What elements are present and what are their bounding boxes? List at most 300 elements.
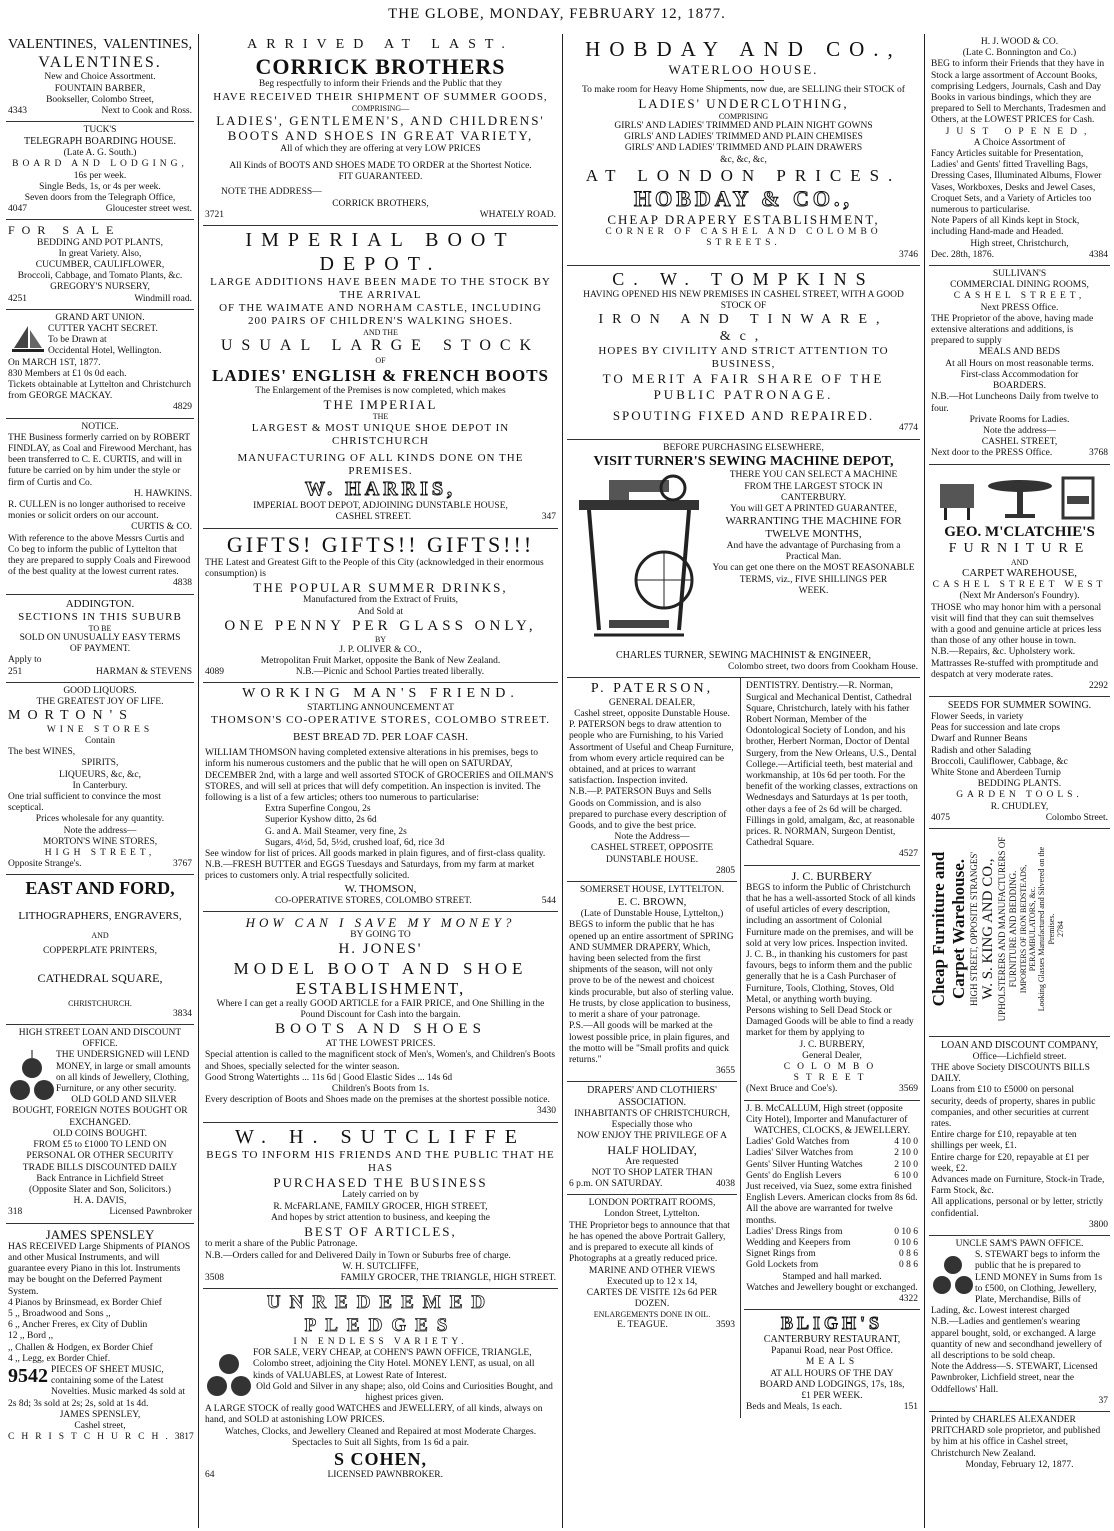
ad-blighs [744,1310,920,1417]
turner-line: TWELVE MONTHS, [765,528,862,541]
mccallum-body: Just received, via Suez, some extra finished English Levers. American clocks from 8s 6d. All the above are warranted for twelve months. [746,1182,918,1226]
tompkins-title: C. W. TOMPKINS [612,268,875,289]
ad-h-jones [203,912,558,1123]
king-line: HIGH STREET, OPPOSITE STRANGES' [969,852,980,1006]
turner-line: THERE YOU CAN SELECT A MACHINE [729,470,898,481]
artunion-line: Tickets obtainable at Lyttelton and Christchurch from GEORGE MACKAY. [8,380,192,402]
loanco-line: Office—Lichfield street. [972,1051,1067,1062]
drapers-line: NOT TO SHOP LATER THAN [591,1167,713,1178]
forsale-line: CUCUMBER, CAULIFLOWER, [35,259,165,270]
chudley-item: Flower Seeds, in variety [931,711,1024,722]
paterson-body: N.B.—P. PATERSON Buys and Sells Goods on Commission, and is also prepared to purchase every description of Goods, and to give the best price. [569,787,727,832]
ad-number: 37 [1098,1395,1108,1406]
gifts-line: BY [374,635,387,645]
notice-body: R. CULLEN is no longer authorised to receive monies or solicit orders on our account. [8,500,186,522]
burbery-body: J. C. B., in thanking his customers for past favours, begs to inform them and the public generally that he is a Cash Purchaser of Furniture, Tools, Clothing, Stoves, Old Metal, or anything worth buying. [746,949,913,1005]
sullivan-line: N.B.—Hot Luncheons Daily from twelve to four. [931,392,1099,414]
working-signature: W. THOMSON, [344,882,417,895]
working-line: BEST BREAD 7D. PER LOAF CASH. [293,731,468,744]
king-line: Looking Glasses Manufactured and Silvered on the Premises. [1037,846,1056,1012]
column-2 [198,34,558,1528]
jones-line: Children's Boots from 1s. [331,1083,430,1094]
ad-number: 3655 [716,1066,736,1077]
sullivan-line: First-class Accommodation for [960,369,1079,380]
ad-paterson [567,678,737,882]
ad-london-portrait [567,1195,737,1335]
ad-drapers-association [567,1082,737,1195]
hobday-logo: HOBDAY & CO., [633,185,854,211]
tucks-head: TELEGRAPH BOARDING HOUSE. [24,136,176,148]
jones-line: BOOTS AND SHOES [275,1021,486,1038]
tucks-line: Seven doors from the Telegraph Office, [24,193,176,204]
ad-number: 318 [8,1207,23,1218]
mccallum-item: Gents' do English Levers [746,1170,842,1181]
stewart-title: UNCLE SAM'S PAWN OFFICE. [955,1239,1084,1250]
ad-cohen [203,1289,558,1485]
column-3-split [567,678,920,1417]
pawnbroker-balls-icon [8,1050,56,1106]
spensley-big-number: 9542 [8,1365,48,1388]
forsale-line: Broccoli, Cabbage, and Tomato Plants, &c. [17,271,183,282]
mccallum-price: 4 10 0 [894,1137,918,1148]
mclatchie-body: N.B.—Repairs, &c. Upholstery work. Mattrasses Re-stuffed with promptitude and despatch at very moderate rates. [931,647,1099,680]
turner-line: You will GET A PRINTED GUARANTEE, [730,503,897,514]
turner-line: And have the advantage of Purchasing from a [726,541,901,552]
corrick-line: HAVE RECEIVED THEIR SHIPMENT OF SUMMER GOODS, [213,90,548,103]
chudley-title: SEEDS FOR SUMMER SOWING. [947,700,1092,712]
sutcliffe-line: PURCHASED THE BUSINESS [273,1175,488,1191]
liquors-line: Note the address— [63,825,137,836]
ad-mclatchie [929,465,1110,698]
teague-line: CARTES DE VISITE 12s 6d PER DOZEN. [586,1287,718,1310]
drapers-line: 6 p.m. ON SATURDAY. [569,1179,663,1190]
sullivan-line: Private Rooms for Ladies. [969,414,1070,425]
liquors-line: THE GREATEST JOY OF LIFE. [36,697,164,708]
imperial-line: OF THE WAIMATE AND NORHAM CASTLE, INCLUDING [219,302,542,315]
imperial-line: AND THE [363,328,398,338]
pawnbroker-balls-icon [931,1250,975,1298]
ad-tucks [6,122,194,220]
column-3 [562,34,920,1528]
column-4 [924,34,1110,1528]
teague-title: LONDON PORTRAIT ROOMS, [588,1198,716,1209]
loan-line: H. A. DAVIS, [73,1196,127,1207]
drapers-line: NOW ENJOY THE PRIVILEGE OF A [577,1131,727,1142]
tompkins-line: SPOUTING FIXED AND REPAIRED. [612,408,875,424]
ad-number: 544 [541,895,556,906]
jones-line: HOW CAN I SAVE MY MONEY? [245,914,516,930]
turner-line: CANTERBURY. [780,492,847,503]
sullivan-line: COMMERCIAL DINING ROOMS, [950,280,1089,291]
turner-line: FROM THE LARGEST STOCK IN [744,481,883,492]
corrick-headline: ARRIVED AT LAST. [247,37,514,52]
ad-number: 3593 [716,1319,736,1330]
sewing-machine-illustration [569,470,709,650]
imperial-line: LARGE ADDITIONS HAVE BEEN MADE TO THE STOCK BY THE ARRIVAL [210,276,551,302]
ad-number: 4089 [205,667,224,678]
loanco-body: Entire charge for £20, repayable at £1 per week, £2. [931,1152,1090,1174]
turner-line: WEEK. [798,585,829,596]
bligh-line: Beds and Meals, 1s each. [746,1402,843,1413]
teague-line: Executed up to 12 x 14, [606,1276,698,1287]
wood-body: Note Papers of all Kinds kept in Stock, including Hand-made and Headed. [931,216,1080,238]
turner-line: BEFORE PURCHASING ELSEWHERE, [663,442,824,453]
wood-body: Fancy Articles suitable for Presentation, Ladies' and Gents' fitted Travelling Bags, Dressing Cases, Illuminated Albums, Flower Vases, Workboxes, Desks and Jewel Cases, Croquet Sets, and a Variety of Articles too numerous to particularise. [931,149,1102,216]
liquors-line: WINE STORES [46,724,154,735]
column-3-left [567,678,741,1417]
paterson-title: P. PATERSON, [590,681,714,697]
sutcliffe-line: N.B.—Orders called for and Delivered Daily in Town or Suburbs free of charge. [205,1250,511,1261]
forsale-line: GREGORY'S NURSERY, [50,282,150,293]
corrick-line: COMPRISING— [351,103,410,113]
forsale-line: BEDDING AND POT PLANTS, [37,237,163,248]
ad-corrick-brothers [203,34,558,226]
burbery-line: J. C. BURBERY, [799,1039,865,1050]
valentines-line: FOUNTAIN BARBER, [54,83,146,94]
notice-title: NOTICE. [81,421,119,432]
sullivan-line: CASHEL STREET, [981,437,1058,448]
imperial-line: USUAL LARGE STOCK [220,337,541,355]
addington-line: Apply to [8,655,42,666]
teague-line: MARINE AND OTHER VIEWS [588,1265,716,1276]
liquors-line: In Canterbury. [72,780,128,791]
tompkins-line: HOPES BY CIVILITY AND STRICT ATTENTION TO BUSINESS, [598,345,889,371]
chudley-line: BEDDING PLANTS. [977,779,1062,790]
liquors-title: GOOD LIQUORS. [63,685,137,696]
hobday-title: HOBDAY AND CO., [585,37,902,61]
gifts-line: ONE PENNY PER GLASS ONLY, [224,617,537,634]
mccallum-item: Ladies' Silver Watches from [746,1148,854,1159]
mccallum-line: WATCHES, CLOCKS, & JEWELLERY. [753,1126,911,1136]
corrick-line: CORRICK BROTHERS, [332,198,429,209]
hobday-line: CHEAP DRAPERY ESTABLISHMENT, [607,211,880,227]
spensley-title: JAMES SPENSLEY [45,1226,155,1242]
liquors-line: HIGH STREET, [44,848,156,859]
ad-number: 4047 [8,204,27,215]
stewart-body: N.B.—Ladies and gentlemen's wearing apparel bought, sold, or exchanged. A large quantity of new and secondhand jewellery of all descriptions to be sold cheap. [931,1317,1102,1362]
hobday-line: GIRLS' AND LADIES' TRIMMED AND PLAIN NIGHT GOWNS [614,121,873,132]
drapers-title: DRAPERS' AND CLOTHIERS' ASSOCIATION. [587,1085,717,1109]
paterson-body: P. PATERSON begs to draw attention to people who are Furnishing, to his Varied Assortment of Useful and Cheap Furniture, from whom every article required can be obtained, and at prices to warrant satisfaction. Inspection invited. [569,720,734,787]
tucks-line: BOARD AND LODGING, [12,159,188,170]
ad-number: 4384 [1089,249,1108,260]
teague-line: ENLARGEMENTS DONE IN OIL. [593,1310,711,1320]
ad-number: 3746 [899,249,918,260]
brown-line: E. C. BROWN, [617,896,687,909]
cohen-title: UNREDEEMED PLEDGES [266,1292,495,1336]
stewart-body: S. STEWART begs to inform the public that he is prepared to LEND MONEY in Sums from 1s to £500, on Clothing, Jewellery, Plate, Merchandise, Bills of Lading, &c. Lowest interest charged [931,1250,1103,1317]
ad-notice [6,419,194,595]
sutcliffe-line: BEST OF ARTICLES, [304,1224,457,1240]
hobday-line: To make room for Heavy Home Shipments, now due, are SELLING their STOCK of [582,85,905,96]
teague-line: London Street, Lyttelton. [604,1209,700,1220]
hobday-line: COMPRISING [718,111,769,121]
working-item: Superior Kyshow ditto, 2s 6d [265,815,377,826]
brown-body: BEGS to inform the public that he has opened up an entire assortment of SPRING AND SUMMER DRAPERY, Which, having been selected from the first shipments of the season, will not only prove to be of the newest and choicest kinds procurable, but also of sterling value. He trusts, by close application to business, to merit a share of your patronage. [569,920,734,1021]
spensley-list-item: ,, Challen & Hodgen, ex Border Chief [8,1342,153,1353]
burbery-title: J. C. BURBERY [791,868,873,883]
drapers-line: Especially those who [611,1120,693,1131]
addington-line: SOLD ON UNUSUALLY EASY TERMS [19,633,181,644]
bligh-line: £1 PER WEEK. [801,1391,863,1402]
addington-line: HARMAN & STEVENS [95,666,192,677]
mclatchie-line: (Next Mr Anderson's Foundry). [959,591,1080,602]
cohen-body: FOR SALE, VERY CHEAP, at COHEN'S PAWN OFFICE, TRIANGLE, Colombo street, adjoining the City Hotel. MONEY LENT, as usual, on all kinds of VALUABLES, at Lowest Rate of Interest. [253,1348,535,1381]
ad-art-union [6,310,194,419]
notice-signature: H. HAWKINS. [133,488,192,499]
spensley-body: HAS RECEIVED Large Shipments of PIANOS and other Musical Instruments, and will guarantee every Piano in this lot. Instruments may be bought on the Deferred Payment System. [8,1241,191,1297]
spensley-list-item: 4 Pianos by Brinsmead, ex Border Chief [8,1297,162,1308]
working-line: STARTLING ANNOUNCEMENT AT [307,703,454,713]
corrick-line: LADIES', GENTLEMEN'S, AND CHILDRENS' [216,113,545,129]
corrick-line: Beg respectfully to inform their Friends and the Public that they [258,79,503,90]
hobday-line: &c, &c, &c, [720,154,767,165]
sullivan-line: Note the address— [983,425,1056,436]
hobday-line: WATERLOO HOUSE. [668,61,819,77]
jones-line: ESTABLISHMENT, [295,979,466,999]
working-item: Extra Superfine Congou, 2s [265,804,371,815]
ad-number: 3768 [1089,448,1108,459]
ad-number: 3834 [173,1008,192,1019]
bligh-line: AT ALL HOURS OF THE DAY [770,1368,894,1379]
ad-loan-office [6,1025,194,1223]
sullivan-line: At all Hours on most reasonable terms. [945,358,1094,369]
ad-number: 347 [541,512,556,523]
ad-number: 3721 [205,209,224,220]
loanco-body: Entire charge for £10, repayable at ten shillings per week, £1. [931,1130,1077,1152]
sutcliffe-line: And hopes by strict attention to business, and keeping the [271,1212,490,1223]
ad-number: 3569 [899,1084,918,1095]
tucks-title: TUCK'S [83,125,117,136]
tucks-line: (Late A. G. South.) [63,148,137,159]
mccallum-item: Wedding and Keepers from [746,1238,851,1249]
mccallum-price: 0 8 6 [899,1260,918,1271]
wood-body: BEG to inform their Friends that they have in Stock a large assortment of Account Books, comprising Ledgers, Journals, Cash and Day Books in various bindings, which they are prepared to Sell to Merchants, Tradesmen and Others, at the LOWEST PRICES for Cash. [931,59,1106,126]
forsale-head: FOR SALE [8,223,121,238]
sullivan-line: CASHEL STREET, [953,291,1086,302]
sutcliffe-line: BEGS TO INFORM HIS FRIENDS AND THE PUBLIC THAT HE HAS [206,1149,555,1175]
ad-number: 3767 [173,859,192,870]
loan-line: (Opposite Slater and Son, Solicitors.) [29,1184,171,1195]
spensley-body: PIECES OF SHEET MUSIC, containing some of the Latest Novelties. Music marked 4s sold at 2s 8d; 3s sold at 2s; 2s, sold at 1s 4d. [8,1365,186,1409]
cohen-line: IN ENDLESS VARIETY. [293,1337,468,1347]
bligh-line: BOARD AND LODGINGS, 17s, 18s, [759,1379,905,1390]
furniture-illustration [935,470,1105,522]
eastford-line: COPPERPLATE PRINTERS, [42,946,158,957]
sullivan-line: Next door to the PRESS Office. [931,448,1053,459]
gifts-title: GIFTS! GIFTS!! GIFTS!!! [226,531,535,557]
mclatchie-body: THOSE who may honor him with a personal visit will find that they can suit themselves with a good and genuine article at prices less than those of any other house in town. [931,602,1102,647]
tompkins-line: TO MERIT A FAIR SHARE OF THE PUBLIC PATRONAGE. [602,371,885,402]
mccallum-price: 2 10 0 [894,1148,918,1159]
turner-line: TERMS, viz., FIVE SHILLINGS PER [739,574,888,585]
jones-line: Every description of Boots and Shoes made on the premises at the shortest possible notice. [205,1095,550,1106]
mccallum-item: Gents' Silver Hunting Watches [746,1159,863,1170]
bligh-logo: BLIGH'S [781,1313,884,1334]
turner-line: Practical Man. [785,552,842,563]
cohen-line: Spectacles to Suit all Sights, from 1s 6d a pair. [291,1437,470,1448]
chudley-line: GARDEN TOOLS. [956,790,1083,801]
ad-number: 2805 [716,865,736,876]
spensley-list-item: 4 ,, Legg, ex Border Chief. [8,1353,111,1364]
forsale-line: In great Variety. Also, [58,248,142,259]
imperial-line: THE [372,412,389,422]
loanco-body: Loans from £10 to £5000 on personal security, deeds of property, shares in public companies, and other securities at current rates. [931,1085,1096,1129]
notice-signature: CURTIS & CO. [131,522,192,533]
cohen-line: Watches, Clocks, and Jewellery Cleaned and Repaired at most Moderate Charges. [224,1426,537,1437]
tucks-line: Gloucester street west. [105,204,192,215]
working-item: G. and A. Mail Steamer, very fine, 2s [265,826,407,837]
sutcliffe-line: to merit a share of the Public Patronage. [205,1239,358,1250]
turner-title: VISIT TURNER'S SEWING MACHINE DEPOT, [593,453,894,469]
ad-number: 4838 [173,578,192,589]
corrick-line: All Kinds of BOOTS AND SHOES MADE TO ORDER at the Shortest Notice. [229,160,532,171]
imperial-line: The Enlargement of the Premises is now completed, which makes [255,385,506,396]
burbery-line: General Dealer, [802,1050,862,1061]
mccallum-item: Ladies' Gold Watches from [746,1137,850,1148]
turner-signature: CHARLES TURNER, SEWING MACHINIST & ENGINEER, [616,650,871,662]
king-line: IMPORTERS OF IRON BEDSTEADS, PERAMBULATORS, &c. [1018,864,1038,994]
corrick-line: All of which they are offering at very LOW PRICES [280,143,481,154]
eastford-line: CATHEDRAL SQUARE, [37,971,163,986]
valentines-line: Bookseller, Colombo Street, [46,94,154,105]
brown-body: P.S.—All goods will be marked at the lowest possible price, in plain figures, and the motto will be "Small profits and quick returns." [569,1021,730,1065]
column-3-right [741,678,920,1417]
paterson-line: GENERAL DEALER, [608,697,696,708]
brown-title: SOMERSET HOUSE, LYTTELTON. [580,885,725,896]
imperial-line: LADIES' ENGLISH & FRENCH BOOTS [211,365,549,385]
spensley-line: JAMES SPENSLEY, [59,1409,141,1420]
wood-line: (Late C. Bonnington and Co.) [962,48,1077,59]
imperial-line: LARGEST & MOST UNIQUE SHOE DEPOT IN CHRISTCHURCH [251,421,510,447]
corrick-line: BOOTS AND SHOES IN GREAT VARIETY, [227,128,534,144]
drapers-line: INHABITANTS OF CHRISTCHURCH, [574,1108,730,1119]
liquors-line: SPIRITS, [81,758,119,769]
sullivan-title: SULLIVAN'S [992,269,1047,280]
mclatchie-line: CASHEL STREET WEST [932,580,1107,591]
artunion-line: To be Drawn at [48,335,107,346]
burbery-body: Persons wishing to Sell Dead Stock or Damaged Goods will be able to find a ready market for them by applying to [746,1005,914,1039]
gifts-line: Metropolitan Fruit Market, opposite the Bank of New Zealand. [260,656,501,667]
mccallum-price: 0 10 6 [894,1238,918,1249]
brown-line: (Late of Dunstable House, Lyttelton,) [580,909,724,920]
gifts-line: N.B.—Picnic and School Parties treated liberally. [295,667,485,678]
mccallum-item: Gold Lockets from [746,1260,819,1271]
ad-number: 3430 [537,1106,556,1117]
imperial-line: IMPERIAL BOOT DEPOT, ADJOINING DUNSTABLE HOUSE, [253,501,508,512]
liquors-line: The best WINES, [8,747,76,758]
ad-number: 3508 [205,1272,224,1283]
ad-mccallum [744,1101,920,1311]
ad-addington [6,595,194,683]
spensley-line: Cashel street, [74,1421,126,1432]
loan-line: Licensed Pawnbroker [109,1207,192,1218]
loanco-title: LOAN AND DISCOUNT COMPANY, [940,1039,1099,1051]
sullivan-line: Next PRESS Office. [980,302,1059,313]
hobday-line: GIRLS' AND LADIES' TRIMMED AND PLAIN DRAWERS [624,143,863,154]
gifts-line: THE POPULAR SUMMER DRINKS, [253,580,508,596]
ad-number: 4075 [931,812,950,823]
wood-title: H. J. WOOD & CO. [980,37,1059,47]
bligh-line: MEALS [805,1357,859,1368]
ad-for-sale [6,220,194,309]
tompkins-line: HAVING OPENED HIS NEW PREMISES IN CASHEL STREET, WITH A GOOD STOCK OF [583,290,904,312]
king-line: UPHOLSTERERS AND MANUFACTURERS OF [997,836,1008,1022]
ad-number: 3817 [174,1432,194,1443]
spensley-list-item: 12 ,, Bord ,, [8,1331,54,1342]
notice-body: With reference to the above Messrs Curtis and Co beg to inform the public of Lyttelton that they are prepared to supply Coals and Firewood of the best quality at the lowest current rates. [8,533,191,578]
sutcliffe-line: W. H. SUTCLIFFE, [342,1261,419,1272]
spensley-list-item: 6 ,, Ancher Freres, ex City of Dublin [8,1320,148,1331]
burbery-line: COLOMBO STREET [783,1061,881,1084]
corrick-line: WHATELY ROAD. [479,209,556,220]
wood-line: Dec. 28th, 1876. [931,249,995,260]
liquors-line: One trial sufficient to convince the most sceptical. [8,792,161,814]
sullivan-line: MEALS AND BEDS [978,347,1061,358]
spensley-line: CHRISTCHURCH. [8,1432,175,1443]
ad-number: 64 [205,1470,215,1481]
ad-turner-sewing [567,440,920,679]
ad-number: 2784 [1056,920,1066,937]
ad-number: 2292 [1089,680,1108,691]
imperial-line: OF [375,356,386,366]
loan-line: OLD GOLD AND SILVER BOUGHT, FOREIGN NOTES BOUGHT OR EXCHANGED. [12,1095,188,1128]
tucks-line: Single Beds, 1s, or 4s per week. [39,181,161,192]
cohen-line: S COHEN, [333,1449,428,1470]
eastford-line: AND [91,930,109,940]
ad-burbery [744,866,920,1101]
gifts-line: J. P. OLIVER & CO., [339,644,422,655]
hobday-line: AT LONDON PRICES. [585,165,902,185]
liquors-line: Prices wholesale for any quantity. [35,814,165,825]
sutcliffe-line: R. McFARLANE, FAMILY GROCER, HIGH STREET, [273,1201,488,1212]
turner-line: You can get one there on the MOST REASONABLE [712,563,915,574]
ad-number: 4038 [716,1179,736,1190]
working-body: N.B.—FRESH BUTTER and EGGS Tuesdays and Saturdays, from my farm at market prices to customers only. A trial respectfully solicited. [205,860,535,882]
ad-valentines [6,34,194,122]
chudley-item: White Stone and Aberdeen Turnip [931,767,1061,778]
working-line: THOMSON'S CO-OPERATIVE STORES, COLOMBO STREET. [210,714,551,727]
jones-line: AT THE LOWEST PRICES. [325,1039,436,1050]
loan-line: Back Entrance in Lichfield Street [36,1173,164,1184]
corrick-title: CORRICK BROTHERS [255,53,506,79]
loan-title: HIGH STREET LOAN AND DISCOUNT OFFICE. [18,1028,182,1050]
cohen-line: Old Gold and Silver in any shape; also, old Coins and Curiosities Bought, and highest prices given. [256,1381,553,1404]
teague-line: E. TEAGUE. [617,1319,668,1330]
ad-ec-brown [567,882,737,1082]
ad-number: 251 [8,666,23,677]
eastford-title: EAST AND FORD, [25,878,175,899]
turner-line: WARRANTING THE MACHINE FOR [725,515,902,528]
mclatchie-line: AND [1010,557,1029,567]
loan-line: TRADE BILLS DISCOUNTED DAILY [22,1162,178,1173]
mccallum-line: Stamped and hall marked. [782,1271,882,1282]
ad-number: 4343 [8,106,27,116]
loan-line: FROM £5 to £1000 TO LEND ON PERSONAL OR OTHER SECURITY [26,1140,174,1162]
imperial-line: CASHEL STREET. [335,512,412,523]
stewart-body: Note the Address—S. STEWART, Licensed Pawnbroker, Lichfield street, near the Oddfellows' Hall. [931,1362,1098,1395]
ad-number: 4527 [899,849,918,860]
ad-sutcliffe [203,1123,558,1290]
ad-loan-discount-company [929,1037,1110,1236]
ad-imperial-boot-depot [203,226,558,529]
loanco-body: All applications, personal or by letter, strictly confidential. [931,1197,1104,1219]
wood-line: JUST OPENED, [945,126,1094,137]
eastford-line: LITHOGRAPHERS, ENGRAVERS, [18,909,182,922]
cohen-line: LICENSED PAWNBROKER. [327,1470,444,1481]
ad-james-spensley [6,1224,194,1448]
chudley-item: Broccoli, Cauliflower, Cabbage, &c [931,756,1068,767]
